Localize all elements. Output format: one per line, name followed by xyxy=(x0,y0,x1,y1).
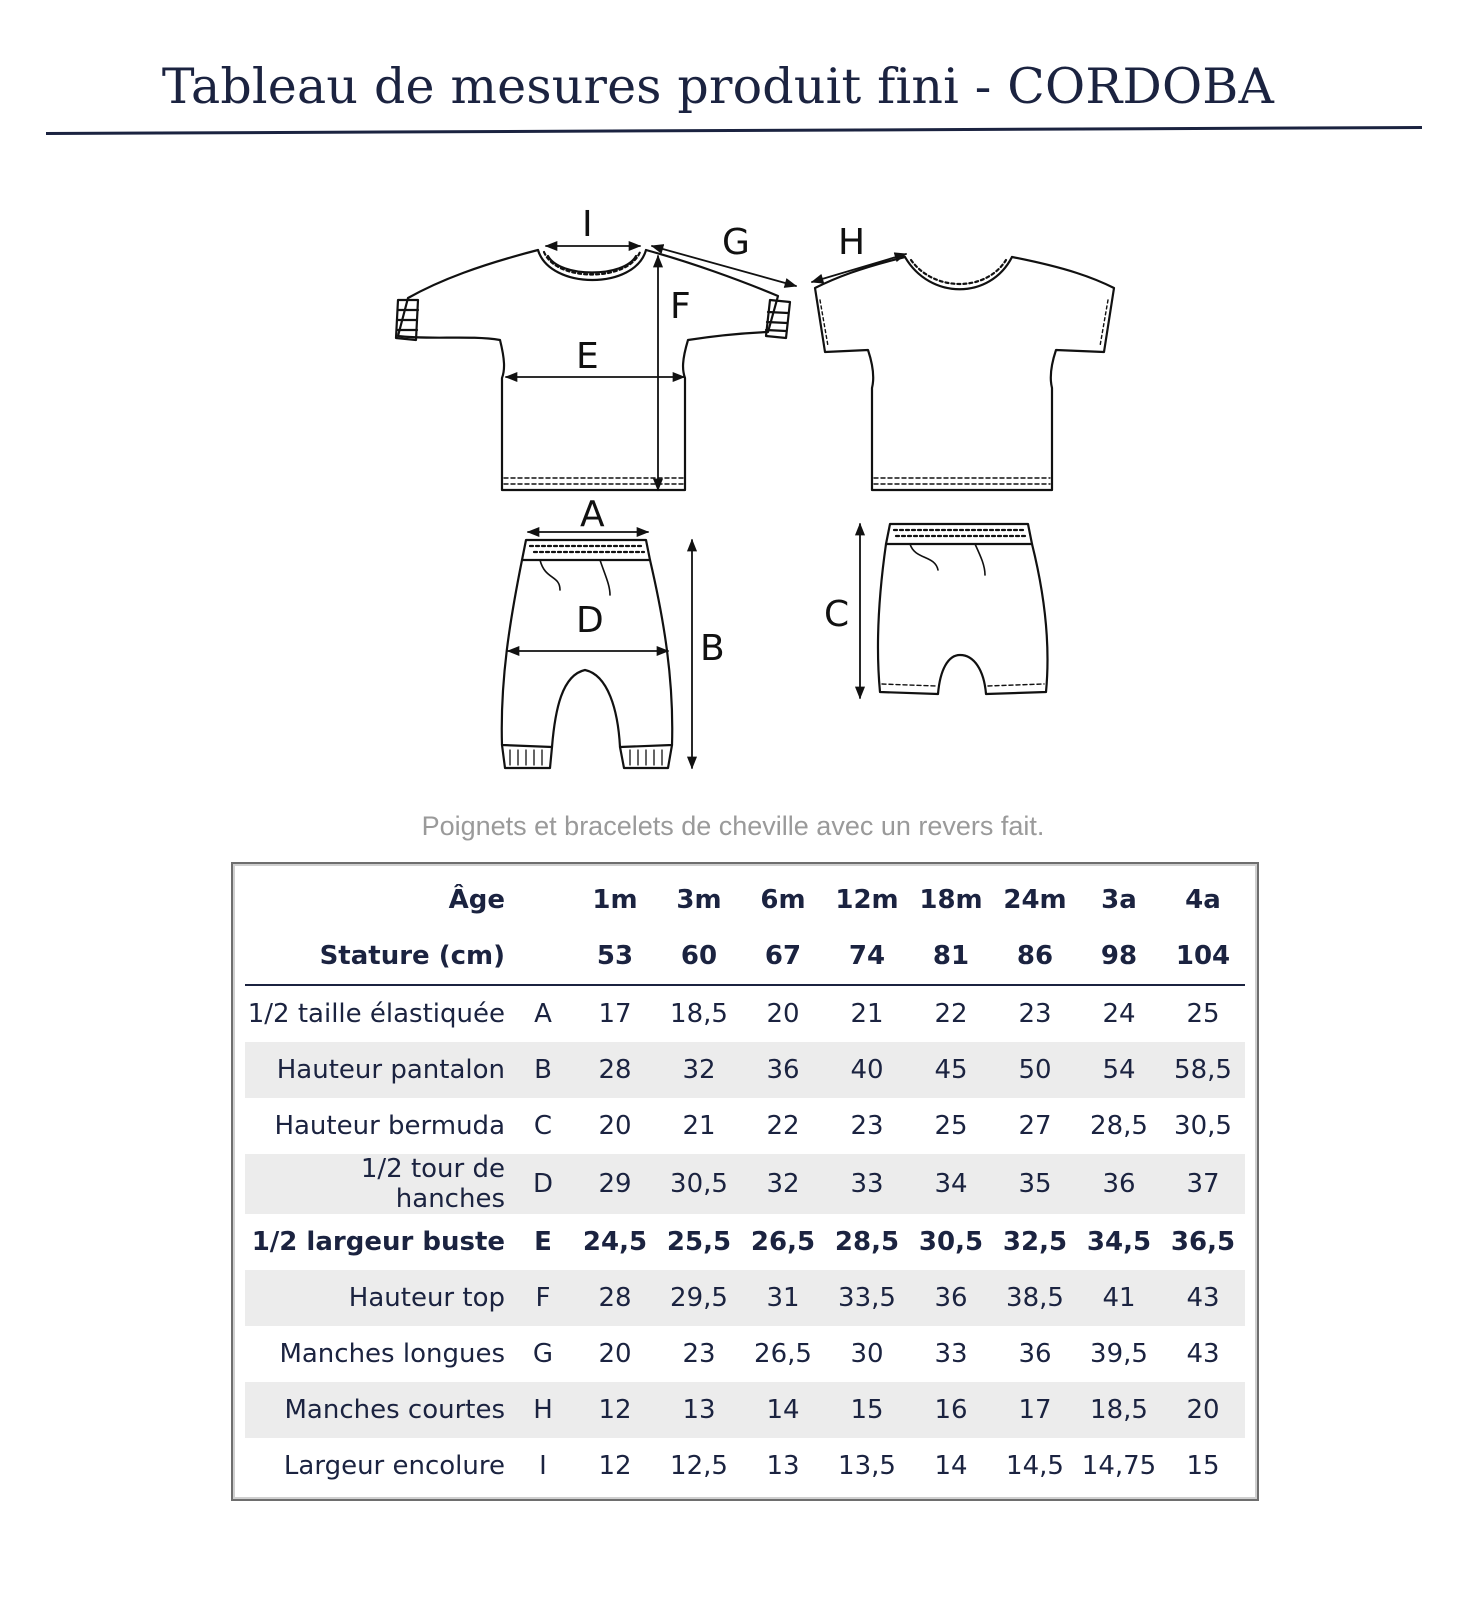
stature-cell: 53 xyxy=(573,928,657,985)
page-title: Tableau de mesures produit fini - CORDOBA xyxy=(161,58,1275,115)
table-cell: 43 xyxy=(1186,1339,1220,1369)
table-cell: 22 xyxy=(934,999,968,1029)
table-cell: 15 xyxy=(1186,1451,1220,1481)
short-sleeve-top-illustration xyxy=(815,257,1114,490)
table-cell: 34,5 xyxy=(1086,1227,1152,1257)
stature-cell: 67 xyxy=(741,928,825,985)
table-cell: 18,5 xyxy=(1077,1382,1161,1438)
long-pants-illustration xyxy=(502,540,673,768)
table-cell: 32 xyxy=(657,1042,741,1098)
age-cell: 18m xyxy=(919,885,983,915)
stature-row xyxy=(245,928,1245,985)
table-cell: 28,5 xyxy=(834,1227,900,1257)
table-cell: 21 xyxy=(850,999,884,1029)
age-cell: 4a xyxy=(1185,885,1221,915)
table-cell: 25 xyxy=(934,1111,968,1141)
table-cell: 27 xyxy=(1018,1111,1052,1141)
age-label: Âge xyxy=(448,885,505,915)
table-row xyxy=(245,1270,1245,1326)
stature-cell: 81 xyxy=(909,928,993,985)
row-letter: C xyxy=(533,1111,553,1141)
table-cell: 30,5 xyxy=(657,1154,741,1214)
table-cell: 31 xyxy=(741,1270,825,1326)
table-row xyxy=(245,1042,1245,1098)
footnote: Poignets et bracelets de cheville avec un revers fait. xyxy=(421,811,1045,841)
row-letter: G xyxy=(532,1339,554,1369)
table-cell: 24,5 xyxy=(582,1227,648,1257)
table-cell: 20 xyxy=(598,1339,632,1369)
row-letter: F xyxy=(513,1270,573,1326)
table-row xyxy=(245,1154,1245,1214)
table-cell: 12,5 xyxy=(670,1451,728,1481)
table-cell: 12 xyxy=(598,1451,632,1481)
table-cell: 23 xyxy=(682,1339,716,1369)
table-cell: 18,5 xyxy=(670,999,728,1029)
table-cell: 34 xyxy=(909,1154,993,1214)
table-cell: 25 xyxy=(1186,999,1220,1029)
table-cell: 29,5 xyxy=(657,1270,741,1326)
table-cell: 54 xyxy=(1077,1042,1161,1098)
table-cell: 17 xyxy=(993,1382,1077,1438)
table-cell: 28 xyxy=(573,1270,657,1326)
label-b: B xyxy=(700,628,725,669)
label-h: H xyxy=(838,222,866,263)
row-label: 1/2 tour de hanches xyxy=(245,1154,513,1214)
table-cell: 33 xyxy=(825,1154,909,1214)
table-cell: 32 xyxy=(741,1154,825,1214)
row-letter: A xyxy=(534,999,552,1029)
age-cell: 6m xyxy=(760,885,806,915)
table-cell: 17 xyxy=(598,999,632,1029)
table-cell: 25,5 xyxy=(666,1227,732,1257)
table-cell: 21 xyxy=(682,1111,716,1141)
measurement-arrows xyxy=(506,246,906,768)
table-cell: 20 xyxy=(598,1111,632,1141)
table-cell: 30 xyxy=(850,1339,884,1369)
measurements-table xyxy=(245,872,1245,1494)
table-cell: 24 xyxy=(1102,999,1136,1029)
table-cell: 45 xyxy=(909,1042,993,1098)
table-cell: 28 xyxy=(573,1042,657,1098)
table-cell: 23 xyxy=(850,1111,884,1141)
table-cell: 36 xyxy=(741,1042,825,1098)
label-g: G xyxy=(722,222,750,263)
row-label: Hauteur pantalon xyxy=(245,1042,513,1098)
label-e: E xyxy=(576,336,599,377)
row-label: Largeur encolure xyxy=(283,1451,505,1481)
table-cell: 14 xyxy=(741,1382,825,1438)
table-cell: 36 xyxy=(1077,1154,1161,1214)
table-cell: 41 xyxy=(1077,1270,1161,1326)
row-letter: E xyxy=(534,1227,552,1257)
table-row xyxy=(245,1326,1245,1382)
row-label: 1/2 taille élastiquée xyxy=(247,999,505,1029)
row-label: Hauteur bermuda xyxy=(274,1111,505,1141)
table-row xyxy=(245,1382,1245,1438)
table-cell: 38,5 xyxy=(993,1270,1077,1326)
table-cell: 23 xyxy=(1018,999,1052,1029)
table-cell: 50 xyxy=(993,1042,1077,1098)
table-cell: 22 xyxy=(766,1111,800,1141)
label-f: F xyxy=(670,286,691,327)
table-row xyxy=(245,985,1245,1042)
table-cell: 58,5 xyxy=(1161,1042,1245,1098)
table-cell: 26,5 xyxy=(754,1339,812,1369)
age-cell: 3m xyxy=(676,885,722,915)
age-cell: 1m xyxy=(592,885,638,915)
table-cell: 33,5 xyxy=(825,1270,909,1326)
table-cell: 14,75 xyxy=(1081,1451,1157,1481)
row-letter: D xyxy=(513,1154,573,1214)
age-cell: 12m xyxy=(835,885,899,915)
row-label: Manches courtes xyxy=(245,1382,513,1438)
garment-diagram xyxy=(0,0,1466,800)
row-letter: H xyxy=(513,1382,573,1438)
stature-cell: 104 xyxy=(1161,928,1245,985)
table-cell: 40 xyxy=(825,1042,909,1098)
table-row xyxy=(245,1438,1245,1494)
age-row xyxy=(245,872,1245,928)
row-letter: B xyxy=(513,1042,573,1098)
table-cell: 37 xyxy=(1161,1154,1245,1214)
stature-cell: 74 xyxy=(825,928,909,985)
table-cell: 30,5 xyxy=(1174,1111,1232,1141)
table-cell: 15 xyxy=(825,1382,909,1438)
table-cell: 43 xyxy=(1161,1270,1245,1326)
table-cell: 13,5 xyxy=(838,1451,896,1481)
table-cell: 14 xyxy=(934,1451,968,1481)
table-cell: 33 xyxy=(934,1339,968,1369)
table-cell: 16 xyxy=(909,1382,993,1438)
age-cell: 3a xyxy=(1101,885,1137,915)
label-d: D xyxy=(576,600,604,641)
table-cell: 14,5 xyxy=(1006,1451,1064,1481)
table-row xyxy=(245,1098,1245,1154)
table-cell: 36 xyxy=(1018,1339,1052,1369)
stature-cell: 60 xyxy=(657,928,741,985)
table-cell: 20 xyxy=(766,999,800,1029)
row-letter: I xyxy=(539,1451,547,1481)
stature-cell: 98 xyxy=(1077,928,1161,985)
table-cell: 13 xyxy=(657,1382,741,1438)
label-a: A xyxy=(580,494,605,535)
table-cell: 32,5 xyxy=(1002,1227,1068,1257)
stature-cell: 86 xyxy=(993,928,1077,985)
table-cell: 39,5 xyxy=(1090,1339,1148,1369)
shorts-illustration xyxy=(878,524,1047,694)
label-c: C xyxy=(824,594,850,635)
table-cell: 13 xyxy=(766,1451,800,1481)
table-cell: 36 xyxy=(909,1270,993,1326)
table-cell: 12 xyxy=(573,1382,657,1438)
table-cell: 20 xyxy=(1161,1382,1245,1438)
table-cell: 28,5 xyxy=(1090,1111,1148,1141)
stature-label: Stature (cm) xyxy=(245,928,513,985)
age-cell: 24m xyxy=(1003,885,1067,915)
table-cell: 29 xyxy=(573,1154,657,1214)
row-label: 1/2 largeur buste xyxy=(251,1227,505,1257)
row-label: Manches longues xyxy=(279,1339,505,1369)
table-cell: 35 xyxy=(993,1154,1077,1214)
table-cell: 30,5 xyxy=(918,1227,984,1257)
table-cell: 26,5 xyxy=(750,1227,816,1257)
table-row xyxy=(245,1214,1245,1270)
table-cell: 36,5 xyxy=(1170,1227,1236,1257)
label-i: I xyxy=(582,204,593,245)
row-label: Hauteur top xyxy=(245,1270,513,1326)
